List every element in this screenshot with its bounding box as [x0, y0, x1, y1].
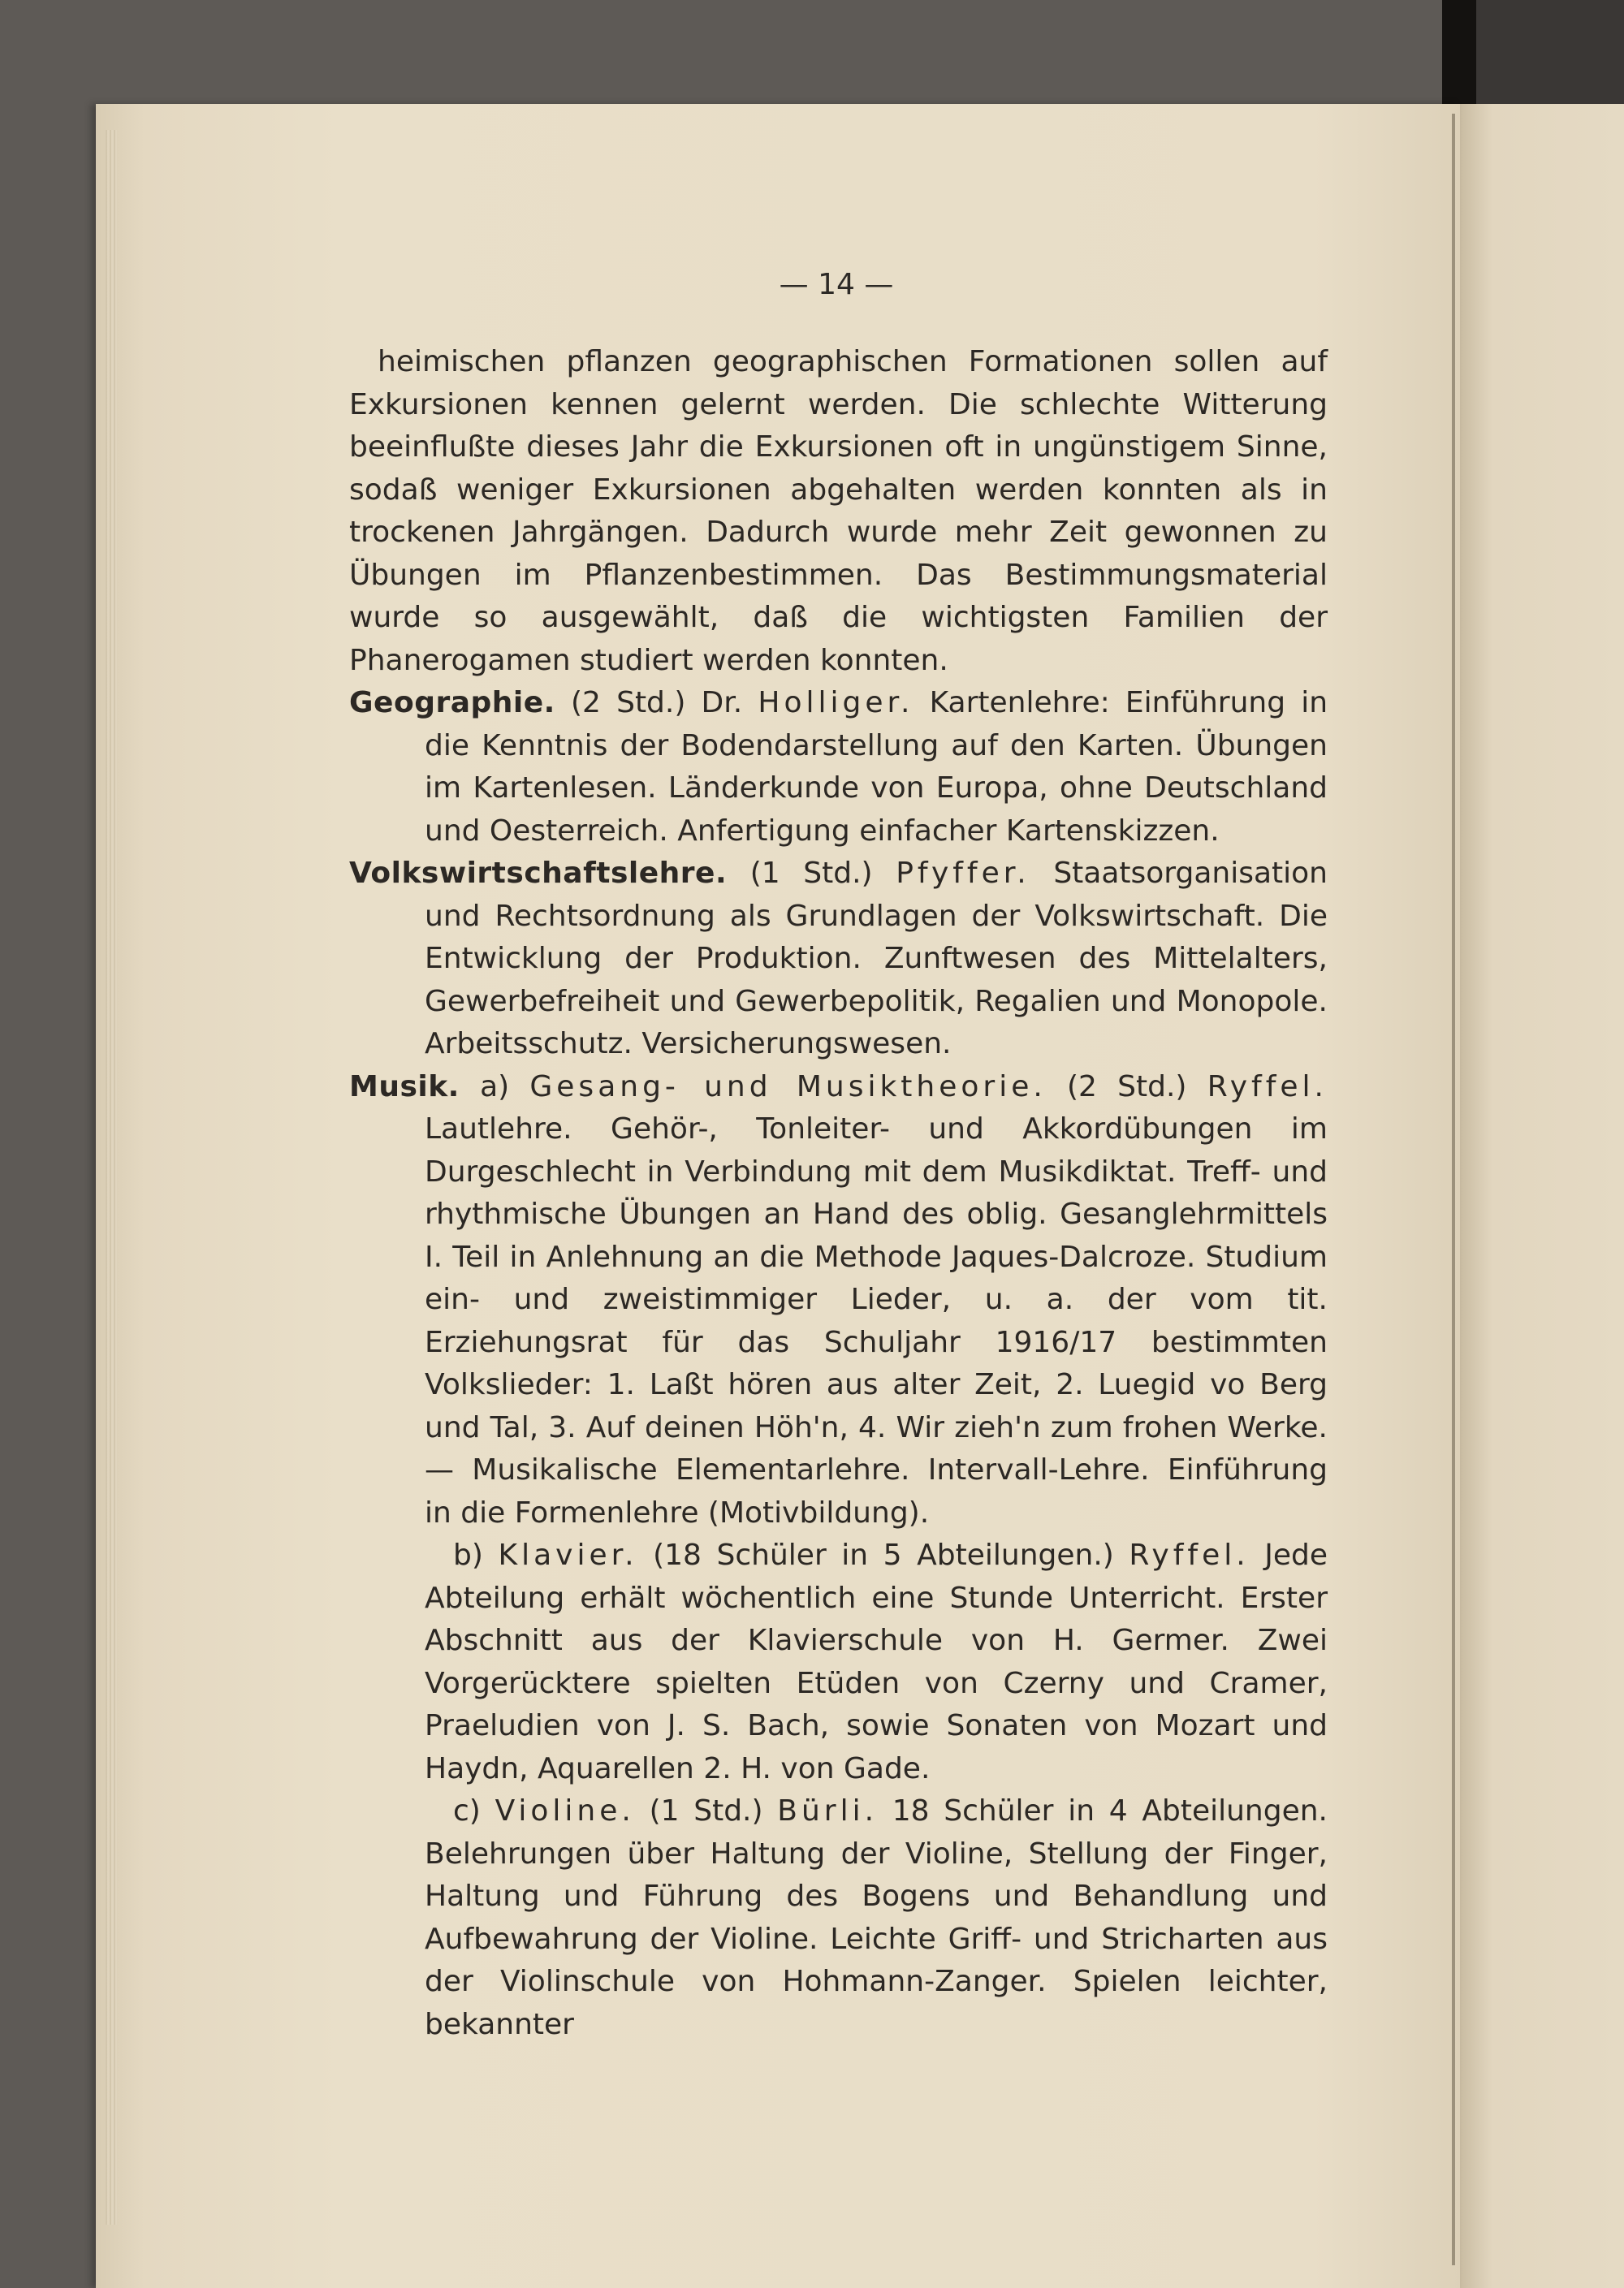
- page-gutter: [1452, 114, 1455, 2265]
- page-stack-edge: [106, 130, 117, 2225]
- musik-b-teacher: Ryffel.: [1129, 1539, 1250, 1572]
- section-geographie: [349, 682, 1328, 853]
- musik-b-label: b): [453, 1539, 483, 1572]
- section-heading-geographie: Geographie.: [349, 686, 555, 719]
- intro-text: heimischen pflanzen geographischen Formationen sollen auf Exkursionen kennen gelernt werden. Die schlechte Witterung beeinflußte dieses Jahr die Exkursionen oft in ungünstigem Sinne, sodaß weniger Exkursionen abgehalten werden konnten als in trockenen Jahrgängen. Dadurch wurde mehr Zeit gewonnen zu Übungen im Pflanzenbestimmen. Das Bestimmungsmaterial wurde so ausgewählt, daß die wichtigsten Familien der Phanerogamen studiert werden konnten.: [349, 345, 1328, 677]
- musik-a-title: Gesang- und Musiktheorie.: [529, 1069, 1047, 1103]
- section-musik-a: [349, 1066, 1328, 1535]
- musik-c-label: c): [453, 1794, 481, 1828]
- section-musik-b: [425, 1535, 1328, 1790]
- section-heading-musik: Musik.: [349, 1069, 460, 1103]
- volkswirtschaft-teacher: Pfyffer.: [896, 857, 1030, 890]
- facing-page-edge: [1460, 104, 1624, 2288]
- section-musik-c: [425, 1790, 1328, 2046]
- section-volkswirtschaftslehre: [349, 853, 1328, 1066]
- musik-a-teacher: Ryffel.: [1207, 1069, 1328, 1103]
- musik-a-hours: (2 Std.): [1067, 1069, 1187, 1103]
- musik-b-text: Jede Abteilung erhält wöchentlich eine Stunde Unterricht. Erster Abschnitt aus der Klavierschule von H. Germer. Zwei Vorgerücktere spielten Etüden von Czerny und Cramer, Praeludien von J. S. Bach, sowie Sonaten von Mozart und Haydn, Aquarellen 2. H. von Gade.: [425, 1539, 1328, 1785]
- section-heading-volkswirtschaftslehre: Volkswirtschaftslehre.: [349, 857, 728, 890]
- page-body-text: [349, 341, 1328, 2046]
- musik-c-hours: (1 Std.): [649, 1794, 763, 1828]
- page-number: — 14 —: [779, 268, 894, 301]
- volkswirtschaft-text: Staatsorganisation und Rechtsordnung als Grundlagen der Volkswirtschaft. Die Entwicklung der Produktion. Zunftwesen des Mittelalters, Gewerbefreiheit und Gewerbepolitik, Regalien und Monopole. Arbeitsschutz. Versicherungswesen.: [425, 857, 1328, 1060]
- geographie-teacher: Holliger.: [758, 686, 914, 719]
- musik-c-teacher: Bürli.: [777, 1794, 879, 1828]
- musik-a-label: a): [480, 1069, 510, 1103]
- volkswirtschaft-hours: (1 Std.): [749, 857, 873, 890]
- musik-b-title: Klavier.: [498, 1539, 638, 1572]
- musik-c-title: Violine.: [495, 1794, 635, 1828]
- musik-b-hours: (18 Schüler in 5 Abteilungen.): [653, 1539, 1114, 1572]
- musik-a-text: Lautlehre. Gehör-, Tonleiter- und Akkordübungen im Durgeschlecht in Verbindung mit dem Musikdiktat. Treff- und rhythmische Übungen an Hand des oblig. Gesanglehrmittels I. Teil in Anlehnung an die Methode Jaques-Dalcroze. Studium ein- und zweistimmiger Lieder, u. a. der vom tit. Erziehungsrat für das Schuljahr 1916/17 bestimmten Volkslieder: 1. Laßt hören aus alter Zeit, 2. Luegid vo Berg und Tal, 3. Auf deinen Höh'n, 4. Wir zieh'n zum frohen Werke. — Musikalische Elementarlehre. Intervall-Lehre. Einführung in die Formenlehre (Motivbildung).: [425, 1112, 1328, 1530]
- geographie-hours: (2 Std.) Dr.: [571, 686, 743, 719]
- paragraph-botany-continuation: [349, 341, 1328, 682]
- musik-c-text: 18 Schüler in 4 Abteilungen. Belehrungen über Haltung der Violine, Stellung der Finger, Haltung und Führung des Bogens und Behandlung und Aufbewahrung der Violine. Leichte Griff- und Stricharten aus der Violinschule von Hohmann-Zanger. Spielen leichter, bekannter: [425, 1794, 1328, 2041]
- geographie-text: Kartenlehre: Einführung in die Kenntnis der Bodendarstellung auf den Karten. Übungen im Kartenlesen. Länderkunde von Europa, ohne Deutschland und Oesterreich. Anfertigung einfacher Kartenskizzen.: [425, 686, 1328, 848]
